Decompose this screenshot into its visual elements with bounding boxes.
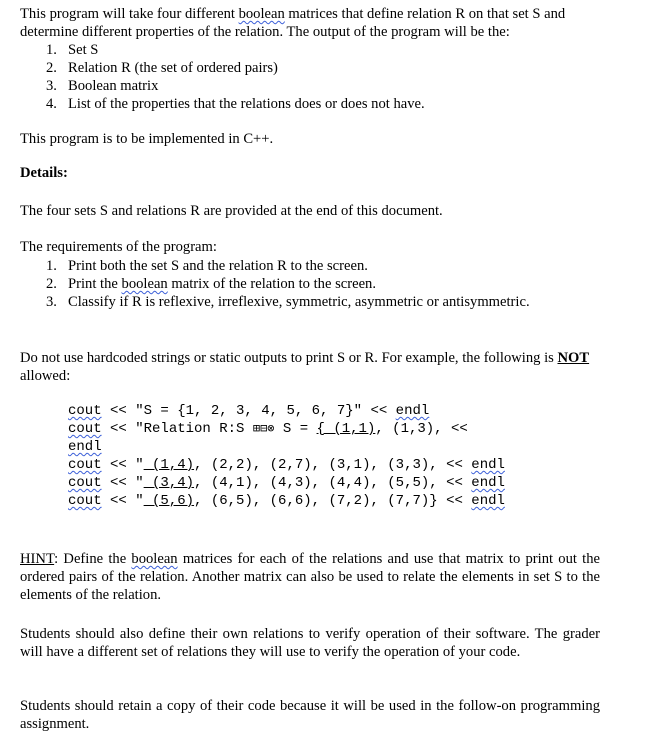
hint-paragraph: HINT: Define the boolean matrices for each of the relations and use that matrix to print out the ordered pairs of the relation. Another matrix can also be used to relate the elements in set S to the elements of the relation.	[20, 551, 600, 603]
hardcode-warning: Do not use hardcoded strings or static outputs to print S or R. For example, the following is NOT allowed:	[20, 350, 590, 384]
intro-spellcheck-word: boolean	[238, 6, 285, 22]
requirement-item-3: 3. Classify if R is reflexive, irreflexive, symmetric, asymmetric or antisymmetric.	[46, 294, 530, 310]
students-define-paragraph: Students should also define their own relations to verify operation of their software. The grader will have a different set of relations they will use to verify the operation of your code.	[20, 626, 600, 660]
code-line-5: cout << " (3,4), (4,1), (4,3), (4,4), (5,5), << endl	[68, 475, 505, 491]
intro-paragraph	[20, 5, 600, 41]
broken-glyphs-icon: ⊞⊟⊗	[252, 422, 275, 436]
requirement-item-1: 1. Print both the set S and the relation R to the screen.	[46, 258, 368, 274]
output-item-4: 4. List of the properties that the relations does or does not have.	[46, 96, 425, 112]
intro-text-cont: matrices that define relation R on that set S and determine different properties of the relation. The output of the program will be the:	[20, 6, 566, 40]
requirements-heading: The requirements of the program:	[20, 239, 217, 255]
intro-text: This program will take four different	[20, 6, 239, 22]
output-item-2: 2. Relation R (the set of ordered pairs)	[46, 60, 278, 76]
code-line-2: cout << "Relation R:S ⊞⊟⊗ S = { (1,1), (1,3), <<	[68, 421, 468, 437]
code-line-3: endl	[68, 439, 102, 455]
code-line-4: cout << " (1,4), (2,2), (2,7), (3,1), (3,3), << endl	[68, 457, 505, 473]
output-item-3: 3. Boolean matrix	[46, 78, 159, 94]
code-line-6: cout << " (5,6), (6,5), (6,6), (7,2), (7,7)} << endl	[68, 493, 505, 509]
implementation-note: This program is to be implemented in C++.	[20, 131, 274, 147]
students-retain-paragraph: Students should retain a copy of their code because it will be used in the follow-on programming assignment.	[20, 698, 600, 732]
details-heading: Details:	[20, 165, 68, 181]
sets-note: The four sets S and relations R are provided at the end of this document.	[20, 203, 443, 219]
code-line-1: cout << "S = {1, 2, 3, 4, 5, 6, 7}" << endl	[68, 403, 430, 419]
output-item-1: 1. Set S	[46, 42, 99, 58]
requirement-item-2: 2. Print the boolean matrix of the relation to the screen.	[46, 276, 377, 292]
